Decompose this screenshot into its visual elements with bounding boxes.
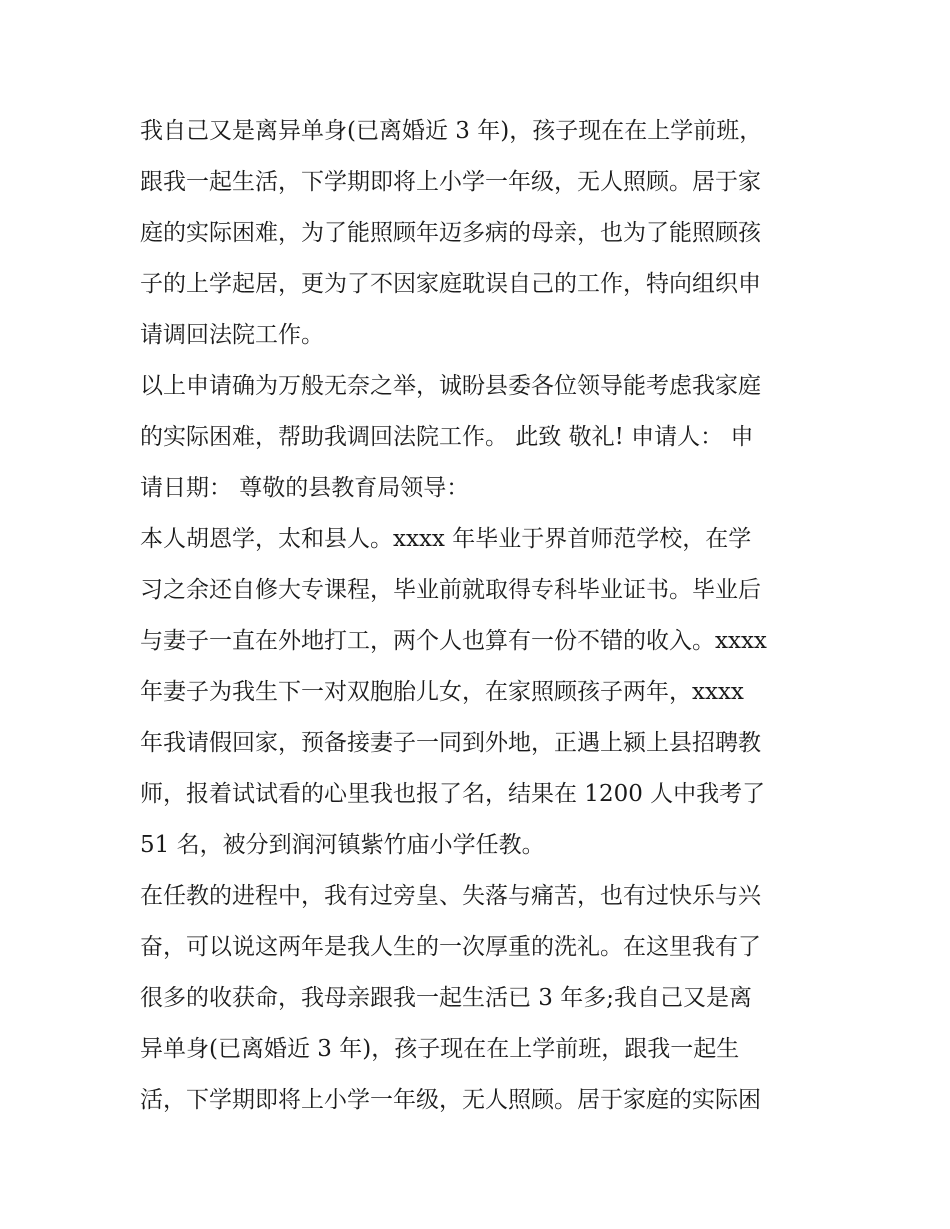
text-line: 习之余还自修大专课程，毕业前就取得专科毕业证书。毕业后 <box>140 577 761 603</box>
text-line: 在任教的进程中，我有过旁皇、失落与痛苦，也有过快乐与兴 <box>140 883 761 909</box>
text-line: 与妻子一直在外地打工，两个人也算有一份不错的收入。xxxx <box>140 628 767 654</box>
text-line: 请调回法院工作。 <box>140 322 324 348</box>
text-line: 师，报着试试看的心里我也报了名，结果在 1200 人中我考了 <box>140 781 766 807</box>
text-line: 我自己又是离异单身(已离婚近 3 年)，孩子现在在上学前班， <box>140 118 763 144</box>
document-body <box>140 106 830 1126</box>
text-line: 年我请假回家，预备接妻子一同到外地，正遇上颍上县招聘教 <box>140 730 761 756</box>
text-line: 请日期： 尊敬的县教育局领导： <box>140 475 470 501</box>
text-line: 奋，可以说这两年是我人生的一次厚重的洗礼。在这里我有了 <box>140 934 761 960</box>
text-line: 以上申请确为万般无奈之举，诚盼县委各位领导能考虑我家庭 <box>140 373 761 399</box>
text-line: 异单身(已离婚近 3 年)，孩子现在在上学前班，跟我一起生 <box>140 1036 740 1062</box>
text-line: 活，下学期即将上小学一年级，无人照顾。居于家庭的实际困 <box>140 1087 761 1113</box>
text-line: 本人胡恩学，太和县人。xxxx 年毕业于界首师范学校，在学 <box>140 526 752 552</box>
text-line: 子的上学起居，更为了不因家庭耽误自己的工作，特向组织申 <box>140 271 761 297</box>
text-line: 的实际困难，帮助我调回法院工作。 此致 敬礼! 申请人： 申 <box>140 424 754 450</box>
text-line: 跟我一起生活，下学期即将上小学一年级，无人照顾。居于家 <box>140 169 761 195</box>
text-line: 很多的收获命，我母亲跟我一起生活已 3 年多;我自己又是离 <box>140 985 753 1011</box>
text-line: 年妻子为我生下一对双胞胎儿女，在家照顾孩子两年，xxxx <box>140 679 744 705</box>
text-line: 51 名，被分到润河镇紫竹庙小学任教。 <box>140 832 545 858</box>
text-line: 庭的实际困难，为了能照顾年迈多病的母亲，也为了能照顾孩 <box>140 220 761 246</box>
